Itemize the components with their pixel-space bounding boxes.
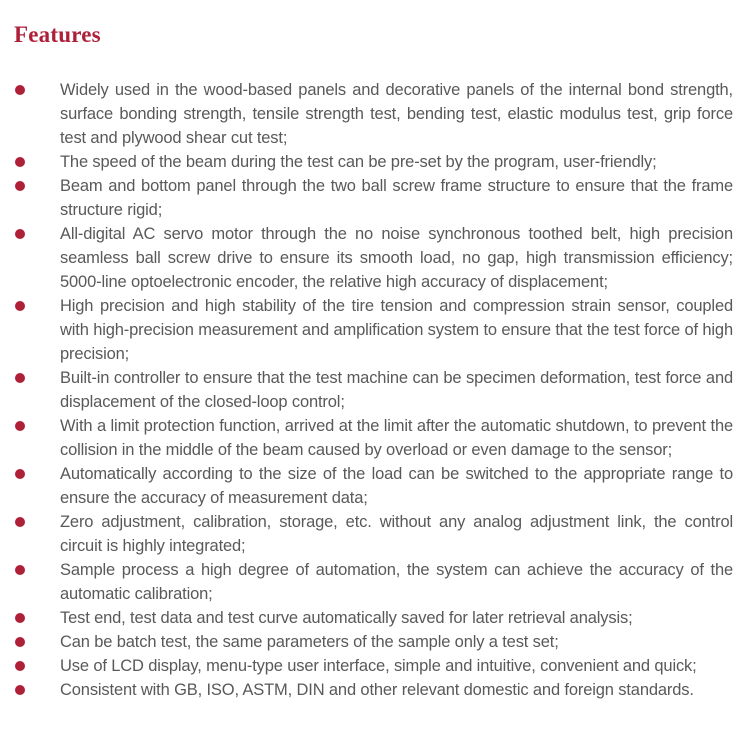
bullet-icon: [15, 661, 25, 671]
feature-item-text: Can be batch test, the same parameters of the sample only a test set;: [60, 633, 559, 651]
feature-list-item: [14, 294, 733, 366]
bullet-icon: [15, 181, 25, 191]
bullet-icon: [15, 685, 25, 695]
bullet-icon: [15, 85, 25, 95]
feature-list-item: [14, 78, 733, 150]
feature-item-text: Use of LCD display, menu-type user interface, simple and intuitive, convenient and quick;: [60, 657, 697, 675]
feature-list-item: [14, 510, 733, 558]
feature-list-item: [14, 558, 733, 606]
feature-list-item: [14, 630, 733, 654]
feature-item-text: Widely used in the wood-based panels and decorative panels of the internal bond strength, surface bonding strength, tensile strength test, bending test, elastic modulus test, grip force test and plywood shear cut test;: [60, 81, 733, 147]
feature-item-text: Test end, test data and test curve automatically saved for later retrieval analysis;: [60, 609, 633, 627]
bullet-icon: [15, 421, 25, 431]
features-list: [14, 78, 733, 702]
feature-list-item: [14, 414, 733, 462]
feature-item-text: All-digital AC servo motor through the no noise synchronous toothed belt, high precision seamless ball screw drive to ensure its smooth load, no gap, high transmission efficiency; 5000-line optoelectronic encoder, the relative high accuracy of displacement;: [60, 225, 733, 291]
feature-list-item: [14, 678, 733, 702]
bullet-icon: [15, 469, 25, 479]
bullet-icon: [15, 637, 25, 647]
feature-item-text: Automatically according to the size of the load can be switched to the appropriate range to ensure the accuracy of measurement data;: [60, 465, 733, 507]
feature-list-item: [14, 366, 733, 414]
page-title: Features: [14, 22, 101, 47]
feature-item-text: Consistent with GB, ISO, ASTM, DIN and other relevant domestic and foreign standards.: [60, 681, 694, 699]
bullet-icon: [15, 157, 25, 167]
bullet-icon: [15, 301, 25, 311]
bullet-icon: [15, 373, 25, 383]
feature-list-item: [14, 606, 733, 630]
feature-item-text: Zero adjustment, calibration, storage, etc. without any analog adjustment link, the control circuit is highly integrated;: [60, 513, 733, 555]
feature-list-item: [14, 222, 733, 294]
feature-list-item: [14, 174, 733, 222]
feature-item-text: Beam and bottom panel through the two ball screw frame structure to ensure that the frame structure rigid;: [60, 177, 733, 219]
feature-item-text: High precision and high stability of the tire tension and compression strain sensor, coupled with high-precision measurement and amplification system to ensure that the test force of high precision;: [60, 297, 733, 363]
bullet-icon: [15, 229, 25, 239]
feature-list-item: [14, 654, 733, 678]
feature-item-text: Sample process a high degree of automation, the system can achieve the accuracy of the automatic calibration;: [60, 561, 733, 603]
feature-item-text: The speed of the beam during the test can be pre-set by the program, user-friendly;: [60, 153, 657, 171]
bullet-icon: [15, 613, 25, 623]
bullet-icon: [15, 565, 25, 575]
feature-item-text: Built-in controller to ensure that the test machine can be specimen deformation, test force and displacement of the closed-loop control;: [60, 369, 733, 411]
feature-item-text: With a limit protection function, arrived at the limit after the automatic shutdown, to prevent the collision in the middle of the beam caused by overload or even damage to the sensor;: [60, 417, 733, 459]
feature-list-item: [14, 462, 733, 510]
bullet-icon: [15, 517, 25, 527]
feature-list-item: [14, 150, 733, 174]
